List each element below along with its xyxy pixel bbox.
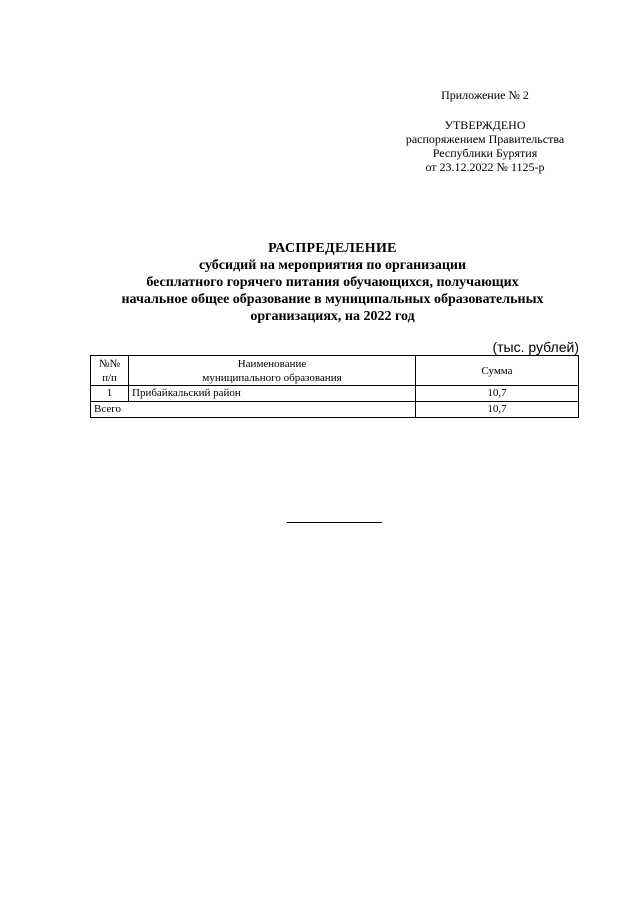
appendix-number-text: Приложение № 2 (441, 88, 529, 102)
appendix-number (400, 88, 570, 102)
header-name-line-2: муниципального образования (202, 371, 342, 384)
title-line-2: бесплатного горячего питания обучающихся, получающих (146, 275, 519, 290)
distribution-table (90, 355, 579, 418)
approval-line-3: от 23.12.2022 № 1125-р (425, 160, 545, 174)
header-number-line-1: №№ (99, 357, 120, 370)
approval-heading: УТВЕРЖДЕНО (444, 118, 526, 132)
row-number: 1 (91, 386, 129, 402)
approval-stamp (400, 118, 570, 174)
header-sum: Сумма (416, 356, 579, 386)
header-name-line-1: Наименование (237, 357, 307, 370)
title-heading: РАСПРЕДЕЛЕНИЕ (268, 241, 397, 256)
closing-divider (287, 522, 382, 523)
header-number-line-2: п/п (102, 371, 117, 384)
document-title (60, 240, 605, 325)
header-name (129, 356, 416, 386)
approval-line-1: распоряжением Правительства (405, 132, 565, 146)
total-sum: 10,7 (416, 402, 579, 418)
row-sum: 10,7 (416, 386, 579, 402)
table-total-row (91, 402, 579, 418)
units-label: (тыс. рублей) (492, 339, 579, 355)
approval-line-2: Республики Бурятия (432, 146, 538, 160)
total-label: Всего (91, 402, 416, 418)
table-row (91, 386, 579, 402)
title-line-3: начальное общее образование в муниципальных образовательных (121, 292, 544, 307)
title-line-1: субсидий на мероприятия по организации (198, 258, 467, 273)
row-name: Прибайкальский район (129, 386, 416, 402)
table-header-row (91, 356, 579, 386)
header-number (91, 356, 129, 386)
title-line-4: организациях, на 2022 год (250, 309, 415, 324)
